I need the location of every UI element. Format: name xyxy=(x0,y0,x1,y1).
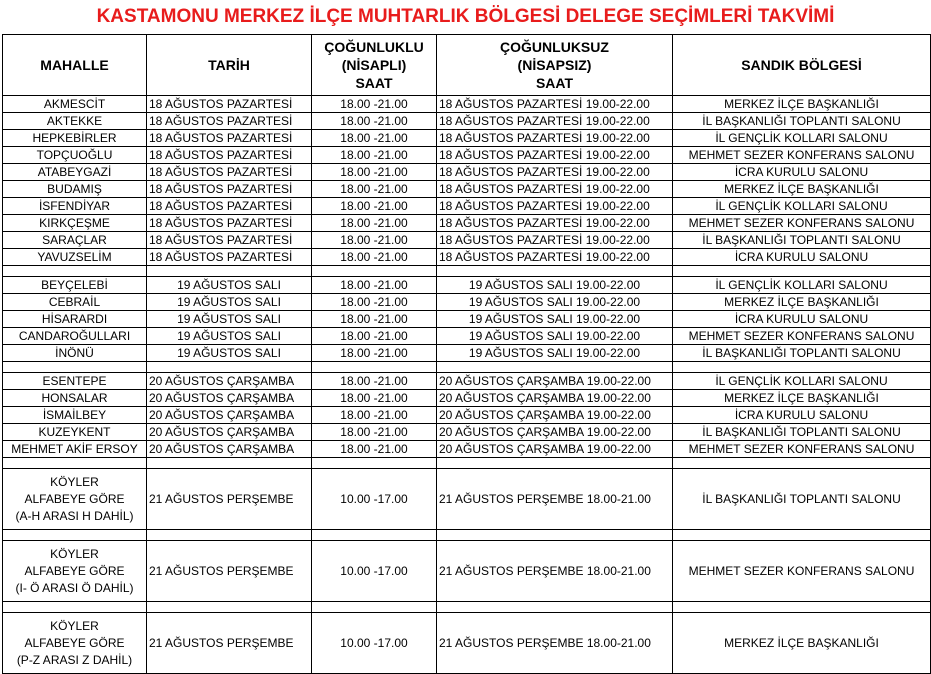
cogunluksuz-saat-cell: 21 AĞUSTOS PERŞEMBE 18.00-21.00 xyxy=(437,469,673,530)
table-row xyxy=(3,311,931,328)
table-row xyxy=(3,407,931,424)
tarih-cell: 19 AĞUSTOS SALI xyxy=(147,277,312,294)
cogunluksuz-saat-cell: 18 AĞUSTOS PAZARTESİ 19.00-22.00 xyxy=(437,113,673,130)
table-row xyxy=(3,232,931,249)
separator-cell xyxy=(147,362,312,373)
tarih-cell: 20 AĞUSTOS ÇARŞAMBA xyxy=(147,441,312,458)
mahalle-cell: KIRKÇEŞME xyxy=(3,215,147,232)
mahalle-cell: İSMAİLBEY xyxy=(3,407,147,424)
sandik-cell: İCRA KURULU SALONU xyxy=(673,249,931,266)
mahalle-cell: İSFENDİYAR xyxy=(3,198,147,215)
tarih-cell: 18 AĞUSTOS PAZARTESİ xyxy=(147,96,312,113)
cogunluklu-saat-cell: 10.00 -17.00 xyxy=(312,469,437,530)
separator-cell xyxy=(673,602,931,613)
separator-cell xyxy=(3,458,147,469)
tarih-cell: 18 AĞUSTOS PAZARTESİ xyxy=(147,147,312,164)
sandik-cell: MERKEZ İLÇE BAŞKANLIĞI xyxy=(673,96,931,113)
cogunluksuz-saat-cell: 18 AĞUSTOS PAZARTESİ 19.00-22.00 xyxy=(437,198,673,215)
tarih-cell: 19 AĞUSTOS SALI xyxy=(147,328,312,345)
table-row xyxy=(3,328,931,345)
sandik-cell: MEHMET SEZER KONFERANS SALONU xyxy=(673,215,931,232)
tarih-cell: 18 AĞUSTOS PAZARTESİ xyxy=(147,181,312,198)
mahalle-cell: MEHMET AKİF ERSOY xyxy=(3,441,147,458)
tarih-cell: 20 AĞUSTOS ÇARŞAMBA xyxy=(147,424,312,441)
cogunluksuz-saat-cell: 18 AĞUSTOS PAZARTESİ 19.00-22.00 xyxy=(437,181,673,198)
mahalle-line: ALFABEYE GÖRE xyxy=(24,635,125,650)
tarih-cell: 18 AĞUSTOS PAZARTESİ xyxy=(147,198,312,215)
sandik-cell: MERKEZ İLÇE BAŞKANLIĞI xyxy=(673,181,931,198)
mahalle-cell: ESENTEPE xyxy=(3,373,147,390)
cogunluksuz-saat-cell: 18 AĞUSTOS PAZARTESİ 19.00-22.00 xyxy=(437,249,673,266)
separator-cell xyxy=(147,458,312,469)
separator-cell xyxy=(673,266,931,277)
cogunluksuz-saat-cell: 19 AĞUSTOS SALI 19.00-22.00 xyxy=(437,328,673,345)
cogunluksuz-saat-cell: 19 AĞUSTOS SALI 19.00-22.00 xyxy=(437,277,673,294)
header-mahalle: MAHALLE xyxy=(3,35,147,96)
tarih-cell: 21 AĞUSTOS PERŞEMBE xyxy=(147,613,312,674)
table-row xyxy=(3,198,931,215)
separator-cell xyxy=(437,362,673,373)
mahalle-line: KÖYLER xyxy=(50,546,99,561)
table-row xyxy=(3,277,931,294)
cogunluksuz-saat-cell: 18 AĞUSTOS PAZARTESİ 19.00-22.00 xyxy=(437,164,673,181)
cogunluklu-saat-cell: 18.00 -21.00 xyxy=(312,407,437,424)
mahalle-cell xyxy=(3,613,147,674)
cogunluklu-saat-cell: 10.00 -17.00 xyxy=(312,541,437,602)
cogunluksuz-saat-cell: 18 AĞUSTOS PAZARTESİ 19.00-22.00 xyxy=(437,96,673,113)
table-row xyxy=(3,613,931,674)
sandik-cell: İCRA KURULU SALONU xyxy=(673,311,931,328)
cogunluklu-saat-cell: 18.00 -21.00 xyxy=(312,113,437,130)
table-row xyxy=(3,294,931,311)
header-tarih: TARİH xyxy=(147,35,312,96)
sandik-cell: İL BAŞKANLIĞI TOPLANTI SALONU xyxy=(673,113,931,130)
header-cogunluklu-line1: ÇOĞUNLUKLU xyxy=(324,39,424,55)
separator-cell xyxy=(312,266,437,277)
cogunluksuz-saat-cell: 21 AĞUSTOS PERŞEMBE 18.00-21.00 xyxy=(437,613,673,674)
separator-cell xyxy=(312,530,437,541)
cogunluklu-saat-cell: 18.00 -21.00 xyxy=(312,130,437,147)
table-row xyxy=(3,424,931,441)
cogunluklu-saat-cell: 18.00 -21.00 xyxy=(312,311,437,328)
tarih-cell: 18 AĞUSTOS PAZARTESİ xyxy=(147,113,312,130)
cogunluksuz-saat-cell: 19 AĞUSTOS SALI 19.00-22.00 xyxy=(437,294,673,311)
mahalle-cell: CANDAROĞULLARI xyxy=(3,328,147,345)
sandik-cell: İCRA KURULU SALONU xyxy=(673,164,931,181)
cogunluklu-saat-cell: 18.00 -21.00 xyxy=(312,147,437,164)
cogunluksuz-saat-cell: 20 AĞUSTOS ÇARŞAMBA 19.00-22.00 xyxy=(437,373,673,390)
table-row xyxy=(3,215,931,232)
cogunluklu-saat-cell: 18.00 -21.00 xyxy=(312,328,437,345)
schedule-table xyxy=(2,34,931,674)
table-row xyxy=(3,441,931,458)
separator-cell xyxy=(437,530,673,541)
group-separator-row xyxy=(3,266,931,277)
cogunluklu-saat-cell: 10.00 -17.00 xyxy=(312,613,437,674)
cogunluksuz-saat-cell: 20 AĞUSTOS ÇARŞAMBA 19.00-22.00 xyxy=(437,407,673,424)
mahalle-cell: BUDAMIŞ xyxy=(3,181,147,198)
separator-cell xyxy=(147,602,312,613)
separator-cell xyxy=(673,458,931,469)
tarih-cell: 19 AĞUSTOS SALI xyxy=(147,294,312,311)
cogunluklu-saat-cell: 18.00 -21.00 xyxy=(312,232,437,249)
mahalle-line: (P-Z ARASI Z DAHİL) xyxy=(16,652,133,667)
sandik-cell: İL BAŞKANLIĞI TOPLANTI SALONU xyxy=(673,424,931,441)
mahalle-cell: TOPÇUOĞLU xyxy=(3,147,147,164)
separator-cell xyxy=(673,530,931,541)
cogunluklu-saat-cell: 18.00 -21.00 xyxy=(312,215,437,232)
mahalle-cell: AKTEKKE xyxy=(3,113,147,130)
cogunluksuz-saat-cell: 19 AĞUSTOS SALI 19.00-22.00 xyxy=(437,345,673,362)
sandik-cell: İL GENÇLİK KOLLARI SALONU xyxy=(673,130,931,147)
sandik-cell: İCRA KURULU SALONU xyxy=(673,407,931,424)
mahalle-cell: BEYÇELEBİ xyxy=(3,277,147,294)
tarih-cell: 18 AĞUSTOS PAZARTESİ xyxy=(147,164,312,181)
separator-cell xyxy=(147,530,312,541)
sandik-cell: MERKEZ İLÇE BAŞKANLIĞI xyxy=(673,294,931,311)
cogunluklu-saat-cell: 18.00 -21.00 xyxy=(312,249,437,266)
sandik-cell: MERKEZ İLÇE BAŞKANLIĞI xyxy=(673,390,931,407)
table-row xyxy=(3,113,931,130)
mahalle-cell xyxy=(3,541,147,602)
separator-cell xyxy=(3,530,147,541)
tarih-cell: 18 AĞUSTOS PAZARTESİ xyxy=(147,249,312,266)
cogunluklu-saat-cell: 18.00 -21.00 xyxy=(312,198,437,215)
group-separator-row xyxy=(3,458,931,469)
sandik-cell: İL BAŞKANLIĞI TOPLANTI SALONU xyxy=(673,232,931,249)
separator-cell xyxy=(3,362,147,373)
table-row xyxy=(3,541,931,602)
table-row xyxy=(3,469,931,530)
group-separator-row xyxy=(3,362,931,373)
separator-cell xyxy=(437,602,673,613)
table-row xyxy=(3,147,931,164)
separator-cell xyxy=(437,266,673,277)
separator-cell xyxy=(437,458,673,469)
tarih-cell: 20 AĞUSTOS ÇARŞAMBA xyxy=(147,407,312,424)
header-cogunluksuz xyxy=(437,35,673,96)
tarih-cell: 18 AĞUSTOS PAZARTESİ xyxy=(147,232,312,249)
header-sandik: SANDIK BÖLGESİ xyxy=(673,35,931,96)
header-cogunluklu-line3: SAAT xyxy=(355,75,393,91)
header-cogunluklu-line2: (NİSAPLI) xyxy=(341,57,407,73)
mahalle-line: KÖYLER xyxy=(50,618,99,633)
header-cogunluksuz-line1: ÇOĞUNLUKSUZ xyxy=(500,39,609,55)
cogunluklu-saat-cell: 18.00 -21.00 xyxy=(312,390,437,407)
sandik-cell: MEHMET SEZER KONFERANS SALONU xyxy=(673,441,931,458)
tarih-cell: 18 AĞUSTOS PAZARTESİ xyxy=(147,130,312,147)
cogunluksuz-saat-cell: 18 AĞUSTOS PAZARTESİ 19.00-22.00 xyxy=(437,130,673,147)
sandik-cell: İL BAŞKANLIĞI TOPLANTI SALONU xyxy=(673,469,931,530)
table-header-row xyxy=(3,35,931,96)
header-cogunluksuz-line2: (NİSAPSIZ) xyxy=(517,57,592,73)
table-row xyxy=(3,181,931,198)
table-row xyxy=(3,130,931,147)
mahalle-line: ALFABEYE GÖRE xyxy=(24,563,125,578)
cogunluksuz-saat-cell: 20 AĞUSTOS ÇARŞAMBA 19.00-22.00 xyxy=(437,424,673,441)
mahalle-cell: ATABEYGAZİ xyxy=(3,164,147,181)
sandik-cell: MEHMET SEZER KONFERANS SALONU xyxy=(673,147,931,164)
tarih-cell: 21 AĞUSTOS PERŞEMBE xyxy=(147,469,312,530)
mahalle-cell: HEPKEBİRLER xyxy=(3,130,147,147)
mahalle-line: KÖYLER xyxy=(50,474,99,489)
mahalle-line: (A-H ARASI H DAHİL) xyxy=(15,508,134,523)
mahalle-cell xyxy=(3,469,147,530)
cogunluklu-saat-cell: 18.00 -21.00 xyxy=(312,181,437,198)
separator-cell xyxy=(312,458,437,469)
cogunluklu-saat-cell: 18.00 -21.00 xyxy=(312,294,437,311)
separator-cell xyxy=(3,266,147,277)
sandik-cell: İL GENÇLİK KOLLARI SALONU xyxy=(673,373,931,390)
sandik-cell: İL GENÇLİK KOLLARI SALONU xyxy=(673,277,931,294)
cogunluksuz-saat-cell: 18 AĞUSTOS PAZARTESİ 19.00-22.00 xyxy=(437,215,673,232)
page-title: KASTAMONU MERKEZ İLÇE MUHTARLIK BÖLGESİ DELEGE SEÇİMLERİ TAKVİMİ xyxy=(96,6,835,27)
sandik-cell: MEHMET SEZER KONFERANS SALONU xyxy=(673,328,931,345)
mahalle-cell: HONSALAR xyxy=(3,390,147,407)
table-row xyxy=(3,96,931,113)
mahalle-line: (I- Ö ARASI Ö DAHİL) xyxy=(15,580,134,595)
table-row xyxy=(3,249,931,266)
header-cogunluklu xyxy=(312,35,437,96)
group-separator-row xyxy=(3,602,931,613)
sandik-cell: İL GENÇLİK KOLLARI SALONU xyxy=(673,198,931,215)
mahalle-cell: AKMESCİT xyxy=(3,96,147,113)
table-row xyxy=(3,345,931,362)
tarih-cell: 19 AĞUSTOS SALI xyxy=(147,311,312,328)
group-separator-row xyxy=(3,530,931,541)
cogunluksuz-saat-cell: 20 AĞUSTOS ÇARŞAMBA 19.00-22.00 xyxy=(437,390,673,407)
cogunluksuz-saat-cell: 21 AĞUSTOS PERŞEMBE 18.00-21.00 xyxy=(437,541,673,602)
cogunluklu-saat-cell: 18.00 -21.00 xyxy=(312,373,437,390)
tarih-cell: 20 AĞUSTOS ÇARŞAMBA xyxy=(147,390,312,407)
sandik-cell: MEHMET SEZER KONFERANS SALONU xyxy=(673,541,931,602)
separator-cell xyxy=(3,602,147,613)
cogunluksuz-saat-cell: 18 AĞUSTOS PAZARTESİ 19.00-22.00 xyxy=(437,232,673,249)
mahalle-cell: SARAÇLAR xyxy=(3,232,147,249)
cogunluklu-saat-cell: 18.00 -21.00 xyxy=(312,164,437,181)
mahalle-cell: HİSARARDI xyxy=(3,311,147,328)
header-cogunluksuz-line3: SAAT xyxy=(535,75,574,91)
table-row xyxy=(3,390,931,407)
cogunluklu-saat-cell: 18.00 -21.00 xyxy=(312,345,437,362)
mahalle-cell: CEBRAİL xyxy=(3,294,147,311)
cogunluklu-saat-cell: 18.00 -21.00 xyxy=(312,424,437,441)
cogunluksuz-saat-cell: 19 AĞUSTOS SALI 19.00-22.00 xyxy=(437,311,673,328)
tarih-cell: 18 AĞUSTOS PAZARTESİ xyxy=(147,215,312,232)
table-row xyxy=(3,373,931,390)
separator-cell xyxy=(312,602,437,613)
mahalle-cell: KUZEYKENT xyxy=(3,424,147,441)
table-row xyxy=(3,164,931,181)
cogunluklu-saat-cell: 18.00 -21.00 xyxy=(312,277,437,294)
tarih-cell: 20 AĞUSTOS ÇARŞAMBA xyxy=(147,373,312,390)
mahalle-line: ALFABEYE GÖRE xyxy=(24,491,125,506)
separator-cell xyxy=(147,266,312,277)
cogunluklu-saat-cell: 18.00 -21.00 xyxy=(312,96,437,113)
tarih-cell: 19 AĞUSTOS SALI xyxy=(147,345,312,362)
separator-cell xyxy=(312,362,437,373)
cogunluksuz-saat-cell: 20 AĞUSTOS ÇARŞAMBA 19.00-22.00 xyxy=(437,441,673,458)
sandik-cell: MERKEZ İLÇE BAŞKANLIĞI xyxy=(673,613,931,674)
sandik-cell: İL BAŞKANLIĞI TOPLANTI SALONU xyxy=(673,345,931,362)
mahalle-cell: YAVUZSELİM xyxy=(3,249,147,266)
tarih-cell: 21 AĞUSTOS PERŞEMBE xyxy=(147,541,312,602)
separator-cell xyxy=(673,362,931,373)
cogunluklu-saat-cell: 18.00 -21.00 xyxy=(312,441,437,458)
mahalle-cell: İNÖNÜ xyxy=(3,345,147,362)
cogunluksuz-saat-cell: 18 AĞUSTOS PAZARTESİ 19.00-22.00 xyxy=(437,147,673,164)
